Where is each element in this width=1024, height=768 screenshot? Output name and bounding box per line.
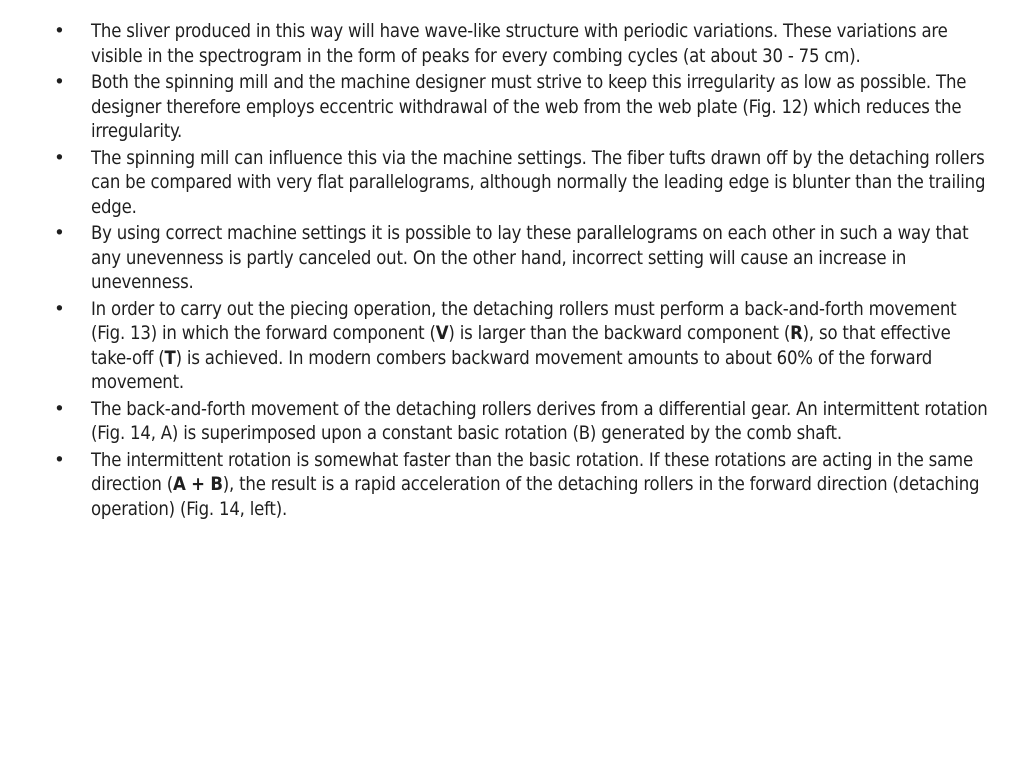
bullet-point-icon: • [54, 449, 65, 471]
bullet-item [52, 20, 992, 69]
bold-term: A + B [172, 474, 223, 495]
bold-term: T [164, 347, 176, 369]
bullet-point-icon: • [54, 298, 65, 320]
text-run: Both the spinning mill and the machine designer must strive to keep this irregularity as low as possible. The designer therefore employs eccentric withdrawal of the web from the web plate (Fig. 12) which reduces the irregularity. [91, 72, 967, 142]
bullet-point-icon: • [54, 147, 65, 169]
bullet-point-icon: • [54, 72, 65, 93]
text-run: ), so that effective take-off ( [91, 323, 951, 369]
text-run: By using correct machine settings it is possible to lay these parallelograms on each other in such a way that any unevenness is partly canceled out. On the other hand, incorrect setting will cause an increase in unevenness. [91, 223, 969, 293]
bullet-item [52, 449, 992, 523]
bullet-item [52, 71, 992, 145]
bullet-point-icon: • [54, 21, 65, 42]
bullet-point-icon: • [54, 223, 65, 244]
bullet-text [91, 21, 948, 67]
text-run: ) is achieved. In modern combers backward movement amounts to about 60% of the forward movement. [91, 347, 933, 393]
bullet-text [91, 299, 956, 394]
bullet-list [52, 20, 992, 524]
bold-term: R [790, 323, 803, 344]
bullet-item [52, 298, 992, 396]
text-run: The spinning mill can influence this via the machine settings. The fiber tufts drawn off by the detaching rollers can be compared with very flat parallelograms, although normally the leading edge is blunter than the trailing edge. [91, 147, 986, 218]
bullet-item [52, 222, 992, 296]
bullet-point-icon: • [54, 398, 65, 420]
text-run: ), the result is a rapid acceleration of the detaching rollers in the forward direction (detaching operation) (Fig. 14, left). [91, 474, 980, 520]
text-run: The back-and-forth movement of the detaching rollers derives from a differential gear. An intermittent rotation (Fig. 14, A) is superimposed upon a constant basic rotation (B) generated by the comb shaft. [91, 398, 988, 444]
bullet-text [91, 148, 985, 218]
bullet-text [91, 72, 966, 142]
bullet-text [91, 399, 988, 445]
text-run: In order to carry out the piecing operation, the detaching rollers must perform a back-and-forth movement (Fig. 13) in which the forward component ( [91, 298, 957, 344]
bullet-text [91, 223, 968, 293]
text-run: The intermittent rotation is somewhat faster than the basic rotation. If these rotations are acting in the same direction ( [91, 449, 973, 495]
bullet-item [52, 398, 992, 447]
text-run: The sliver produced in this way will have wave-like structure with periodic variations. These variations are visible in the spectrogram in the form of peaks for every combing cycles (at about 30 - 75 cm). [91, 21, 948, 67]
bullet-item [52, 147, 992, 221]
bold-term: V [435, 323, 449, 344]
text-run: ) is larger than the backward component ( [448, 323, 791, 344]
bullet-text [91, 450, 979, 520]
